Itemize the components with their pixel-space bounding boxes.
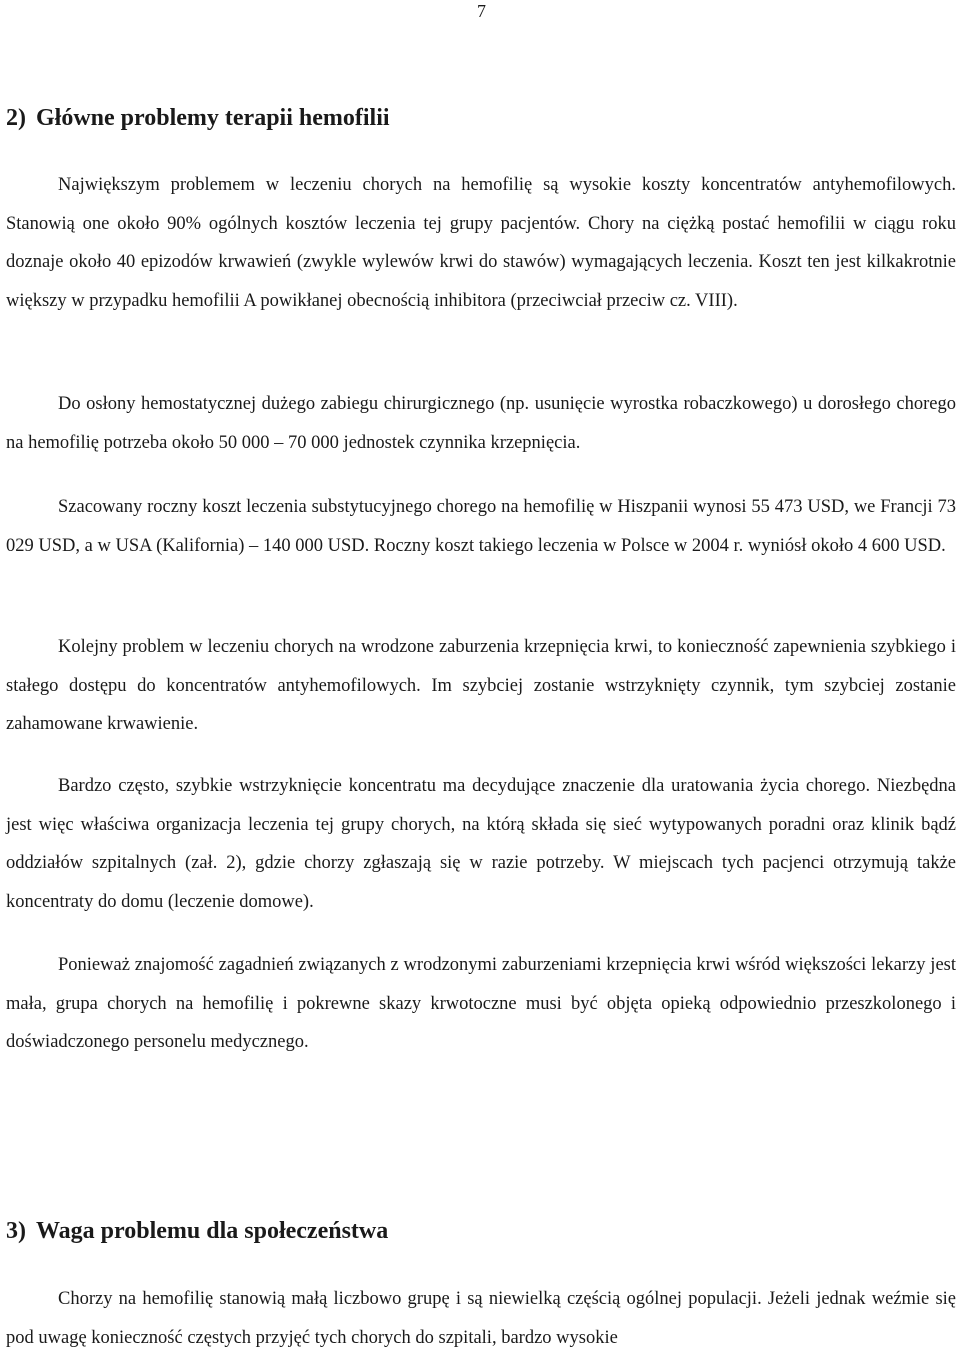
section-3-title: Waga problemu dla społeczeństwa — [36, 1218, 389, 1244]
section-2-heading — [6, 104, 390, 132]
page-number: 7 — [477, 1, 486, 21]
section-2-paragraph-5: Bardzo często, szybkie wstrzyknięcie koncentratu ma decydujące znaczenie dla uratowania życia chorego. Niezbędna jest więc właściwa organizacja leczenia tej grupy chorych, na którą składa się sieć wytypowanych poradni oraz klinik bądź oddziałów szpitalnych (zał. 2), gdzie chorzy zgłaszają się w razie potrzeby. W miejscach tych pacjenci otrzymują także koncentraty do domu (leczenie domowe). — [6, 776, 956, 912]
section-2-paragraph-2: Do osłony hemostatycznej dużego zabiegu chirurgicznego (np. usunięcie wyrostka robaczkowego) u dorosłego chorego na hemofilię potrzeba około 50 000 – 70 000 jednostek czynnika krzepnięcia. — [6, 394, 956, 453]
section-2-number: 2) — [6, 105, 26, 131]
section-2-paragraph-6: Ponieważ znajomość zagadnień związanych z wrodzonymi zaburzeniami krzepnięcia krwi wśród większości lekarzy jest mała, grupa chorych na hemofilię i pokrewne skazy krwotoczne musi być objęta opieką odpowiednio przeszkolonego i doświadczonego personelu medycznego. — [6, 955, 956, 1053]
section-3-heading — [6, 1217, 388, 1245]
section-2-paragraph-3: Szacowany roczny koszt leczenia substytucyjnego chorego na hemofilię w Hiszpanii wynosi 55 473 USD, we Francji 73 029 USD, a w USA (Kalifornia) – 140 000 USD. Roczny koszt takiego leczenia w Polsce w 2004 r. wyniósł około 4 600 USD. — [6, 497, 956, 556]
section-2-paragraph-4: Kolejny problem w leczeniu chorych na wrodzone zaburzenia krzepnięcia krwi, to konieczność zapewnienia szybkiego i stałego dostępu do koncentratów antyhemofilowych. Im szybciej zostanie wstrzyknięty czynnik, tym szybciej zostanie zahamowane krwawienie. — [6, 637, 956, 735]
section-3-paragraph-1: Chorzy na hemofilię stanowią małą liczbowo grupę i są niewielką częścią ogólnej populacji. Jeżeli jednak weźmie się pod uwagę konieczność częstych przyjęć tych chorych do szpitali, bardzo wysokie — [6, 1289, 956, 1348]
section-2-paragraph-1: Największym problemem w leczeniu chorych na hemofilię są wysokie koszty koncentratów antyhemofilowych. Stanowią one około 90% ogólnych kosztów leczenia tej grupy pacjentów. Chory na ciężką postać hemofilii w ciągu roku doznaje około 40 epizodów krwawień (zwykle wylewów krwi do stawów) wymagających leczenia. Koszt ten jest kilkakrotnie większy w przypadku hemofilii A powikłanej obecnością inhibitora (przeciwciał przeciw cz. VIII). — [6, 175, 956, 311]
section-3-number: 3) — [6, 1218, 26, 1244]
section-2-title: Główne problemy terapii hemofilii — [36, 105, 390, 131]
